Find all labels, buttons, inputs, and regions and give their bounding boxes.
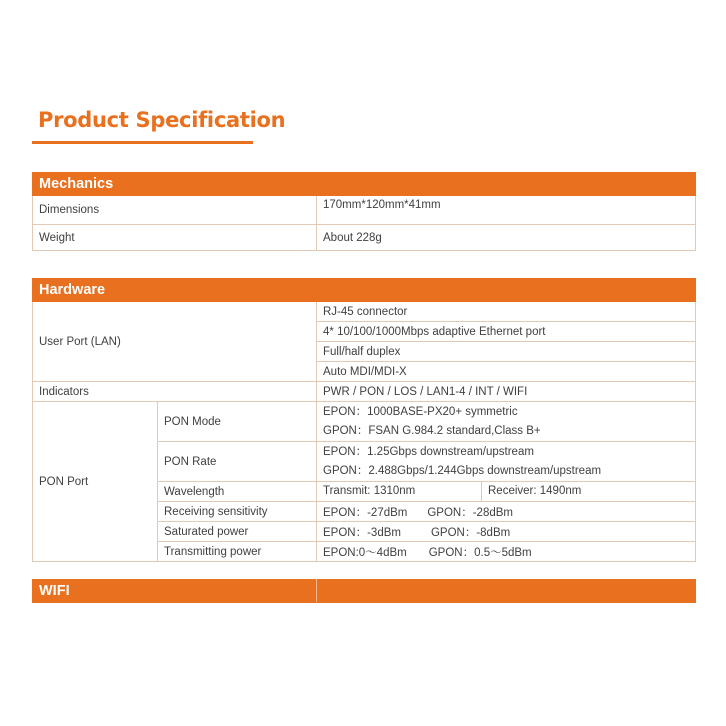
wavelength-receiver: Receiver: 1490nm bbox=[488, 485, 582, 497]
table-row bbox=[33, 302, 696, 322]
saturated-power-label: Saturated power bbox=[158, 522, 317, 542]
wifi-header-blank bbox=[317, 580, 696, 603]
transmitting-power-value bbox=[317, 542, 696, 562]
hardware-header-row bbox=[33, 279, 696, 302]
table-row bbox=[33, 225, 696, 251]
receiving-sensitivity-label: Receiving sensitivity bbox=[158, 502, 317, 522]
pon-rate-epon: EPON：1.25Gbps downstream/upstream bbox=[323, 445, 534, 458]
transmitting-power-label: Transmitting power bbox=[158, 542, 317, 562]
mechanics-header-row bbox=[33, 173, 696, 196]
receiving-sensitivity-gpon: GPON：-28dBm bbox=[427, 506, 513, 519]
title-underline bbox=[32, 141, 253, 144]
wifi-table bbox=[32, 579, 696, 603]
mechanics-table bbox=[32, 172, 696, 251]
saturated-power-gpon: GPON：-8dBm bbox=[430, 526, 511, 539]
indicators-value: PWR / PON / LOS / LAN1-4 / INT / WIFI bbox=[317, 382, 696, 402]
wavelength-transmit: Transmit: 1310nm bbox=[317, 482, 482, 501]
wavelength-value bbox=[317, 482, 696, 502]
receiving-sensitivity-epon: EPON：-27dBm bbox=[323, 506, 408, 519]
pon-rate-label: PON Rate bbox=[158, 442, 317, 482]
user-port-value: RJ-45 connector bbox=[317, 302, 696, 322]
pon-mode-value bbox=[317, 402, 696, 442]
saturated-power-value bbox=[317, 522, 696, 542]
transmitting-power-gpon: GPON：0.5～5dBm bbox=[428, 546, 532, 559]
pon-rate-value bbox=[317, 442, 696, 482]
wavelength-label: Wavelength bbox=[158, 482, 317, 502]
dimensions-label: Dimensions bbox=[33, 196, 317, 225]
dimensions-value: 170mm*120mm*41mm bbox=[317, 196, 696, 225]
receiving-sensitivity-value bbox=[317, 502, 696, 522]
page-title: Product Specification bbox=[38, 108, 286, 132]
table-row bbox=[33, 382, 696, 402]
transmitting-power-epon: EPON:0～4dBm bbox=[323, 546, 407, 559]
indicators-label: Indicators bbox=[33, 382, 317, 402]
user-port-value: 4* 10/100/1000Mbps adaptive Ethernet port bbox=[317, 322, 696, 342]
pon-mode-epon: EPON：1000BASE-PX20+ symmetric bbox=[323, 405, 518, 418]
user-port-label: User Port (LAN) bbox=[33, 302, 317, 382]
wifi-header: WIFI bbox=[33, 580, 317, 603]
weight-value: About 228g bbox=[317, 225, 696, 251]
weight-label: Weight bbox=[33, 225, 317, 251]
pon-port-label: PON Port bbox=[33, 402, 158, 562]
pon-mode-label: PON Mode bbox=[158, 402, 317, 442]
table-row bbox=[33, 196, 696, 225]
table-row bbox=[33, 402, 696, 442]
pon-mode-gpon: GPON：FSAN G.984.2 standard,Class B+ bbox=[323, 424, 541, 437]
user-port-value: Full/half duplex bbox=[317, 342, 696, 362]
mechanics-header: Mechanics bbox=[33, 173, 696, 196]
saturated-power-epon: EPON：-3dBm bbox=[323, 526, 401, 539]
hardware-table bbox=[32, 278, 696, 562]
user-port-value: Auto MDI/MDI-X bbox=[317, 362, 696, 382]
pon-rate-gpon: GPON：2.488Gbps/1.244Gbps downstream/upstream bbox=[323, 464, 602, 477]
wifi-header-row bbox=[33, 580, 696, 603]
hardware-header: Hardware bbox=[33, 279, 696, 302]
